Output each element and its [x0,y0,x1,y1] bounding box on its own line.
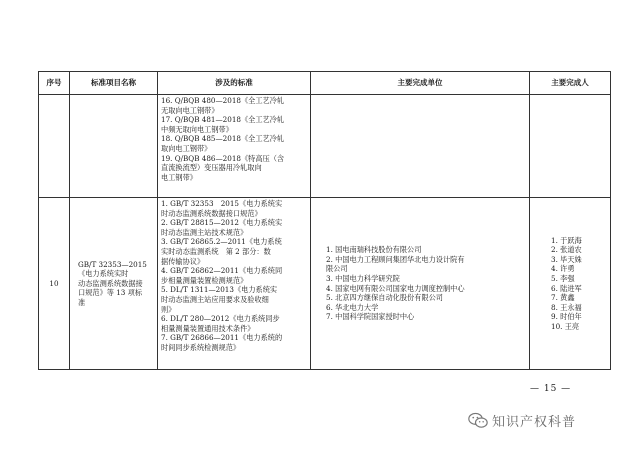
cell-project-name [70,198,158,370]
list-item: 9. 时伯年 [551,312,582,322]
cell-persons [530,198,611,370]
list-item: 相量测量装置通用技术条件》 [161,323,255,333]
list-item: 直流换流型）变压器用冷轧取向 [161,163,262,173]
cell-no-empty [39,95,70,198]
cell-no: 10 [39,198,70,370]
list-item: 《电力系统实时 [78,269,129,279]
list-item: 6. 华北电力大学 [326,302,379,312]
list-item: 3. 毕天姝 [551,254,582,264]
list-item: 4. GB/T 26862—2011《电力系统同 [161,266,283,276]
list-item: 据传输协议》 [161,256,205,266]
list-item: 19. Q/BQB 486—2018《特高压（含 [161,153,285,163]
list-item: 2. GB/T 28815—2012《电力系统实 [161,218,283,228]
list-item: 时动态监测主站应用要求及验收细 [161,294,269,304]
table-row-continued [39,95,611,198]
cell-units-empty [311,95,530,198]
list-item: 6. DL/T 280—2012《电力系统同步 [161,314,280,324]
list-item: 4. 许勇 [551,264,575,274]
units-list [314,245,526,322]
list-item: 3. 中国电力科学研究院 [326,273,400,283]
standards-table [38,71,611,370]
list-item: 时间同步系统检测规范》 [161,342,241,352]
list-item: 实时动态监测系统 第 2 部分：数 [161,246,271,256]
list-item: 5. 北京四方继保自动化股份有限公司 [326,293,443,303]
standards-list [161,199,307,353]
table-header-row [39,72,611,95]
list-item: 10. 王亮 [551,321,580,331]
cell-standards-continued [158,95,311,198]
page-number: — 15 — [530,384,572,394]
header-units: 主要完成单位 [311,72,530,95]
list-item: 7. GB/T 26866—2011《电力系统的 [161,333,283,343]
persons-list [533,236,607,332]
watermark [468,411,576,430]
list-item: 2. 中国电力工程顾问集团华北电力设计院有 [326,254,465,264]
list-item: 4. 国家电网有限公司国家电力调度控制中心 [326,283,465,293]
list-item: 7. 黄鑫 [551,293,575,303]
list-item: 17. Q/BQB 481—2018《全工艺冷轧 [161,115,285,125]
cell-persons-empty [530,95,611,198]
list-item: 动态监测系统数据接 [78,278,143,288]
list-item: 1. 于跃海 [551,235,582,245]
table-row-10 [39,198,611,370]
list-item: 准 [78,297,86,307]
header-standards: 涉及的标准 [158,72,311,95]
cell-standards [158,198,311,370]
watermark-text: 知识产权科普 [492,415,577,430]
header-no: 序号 [39,72,70,95]
cell-units [311,198,530,370]
header-persons: 主要完成人 [530,72,611,95]
list-item: 5. DL/T 1311—2013《电力系统实 [161,285,278,295]
list-item: 3. GB/T 26865.2—2011《电力系统 [161,237,282,247]
list-item: 时动态监测主站技术规范》 [161,227,248,237]
list-item: 无取向电工钢带》 [161,105,219,115]
list-item: 电工钢带》 [161,172,197,182]
list-item: 18. Q/BQB 485—2018《全工艺冷轧 [161,134,285,144]
list-item: 限公司 [326,264,348,274]
list-item: 8. 王永福 [551,302,582,312]
list-item: 则》 [161,304,176,314]
list-item: 时动态监测系统数据接口规范》 [161,208,262,218]
list-item: 6. 陆进军 [551,283,582,293]
list-item: 步相量测量装置检测规范》 [161,275,248,285]
list-item: 1. GB/T 32353 2015《电力系统实 [161,199,283,208]
list-item: 取向电工钢带》 [161,143,212,153]
list-item: 7. 中国科学院国家授时中心 [326,312,415,322]
header-name: 标准项目名称 [70,72,158,95]
project-name-lines [78,260,154,308]
list-item: 口规范》等 13 项标 [78,288,143,298]
list-item: 2. 张道农 [551,245,582,255]
list-item: 中频无取向电工钢带》 [161,124,233,134]
standards-list-continued [161,96,307,182]
list-item: 16. Q/BQB 480—2018《全工艺冷轧 [161,96,285,105]
wechat-icon [468,412,488,429]
list-item: 5. 李强 [551,273,575,283]
list-item: 1. 国电南瑞科技股份有限公司 [326,245,422,255]
cell-name-empty [70,95,158,198]
list-item: GB/T 32353—2015 [78,259,147,269]
